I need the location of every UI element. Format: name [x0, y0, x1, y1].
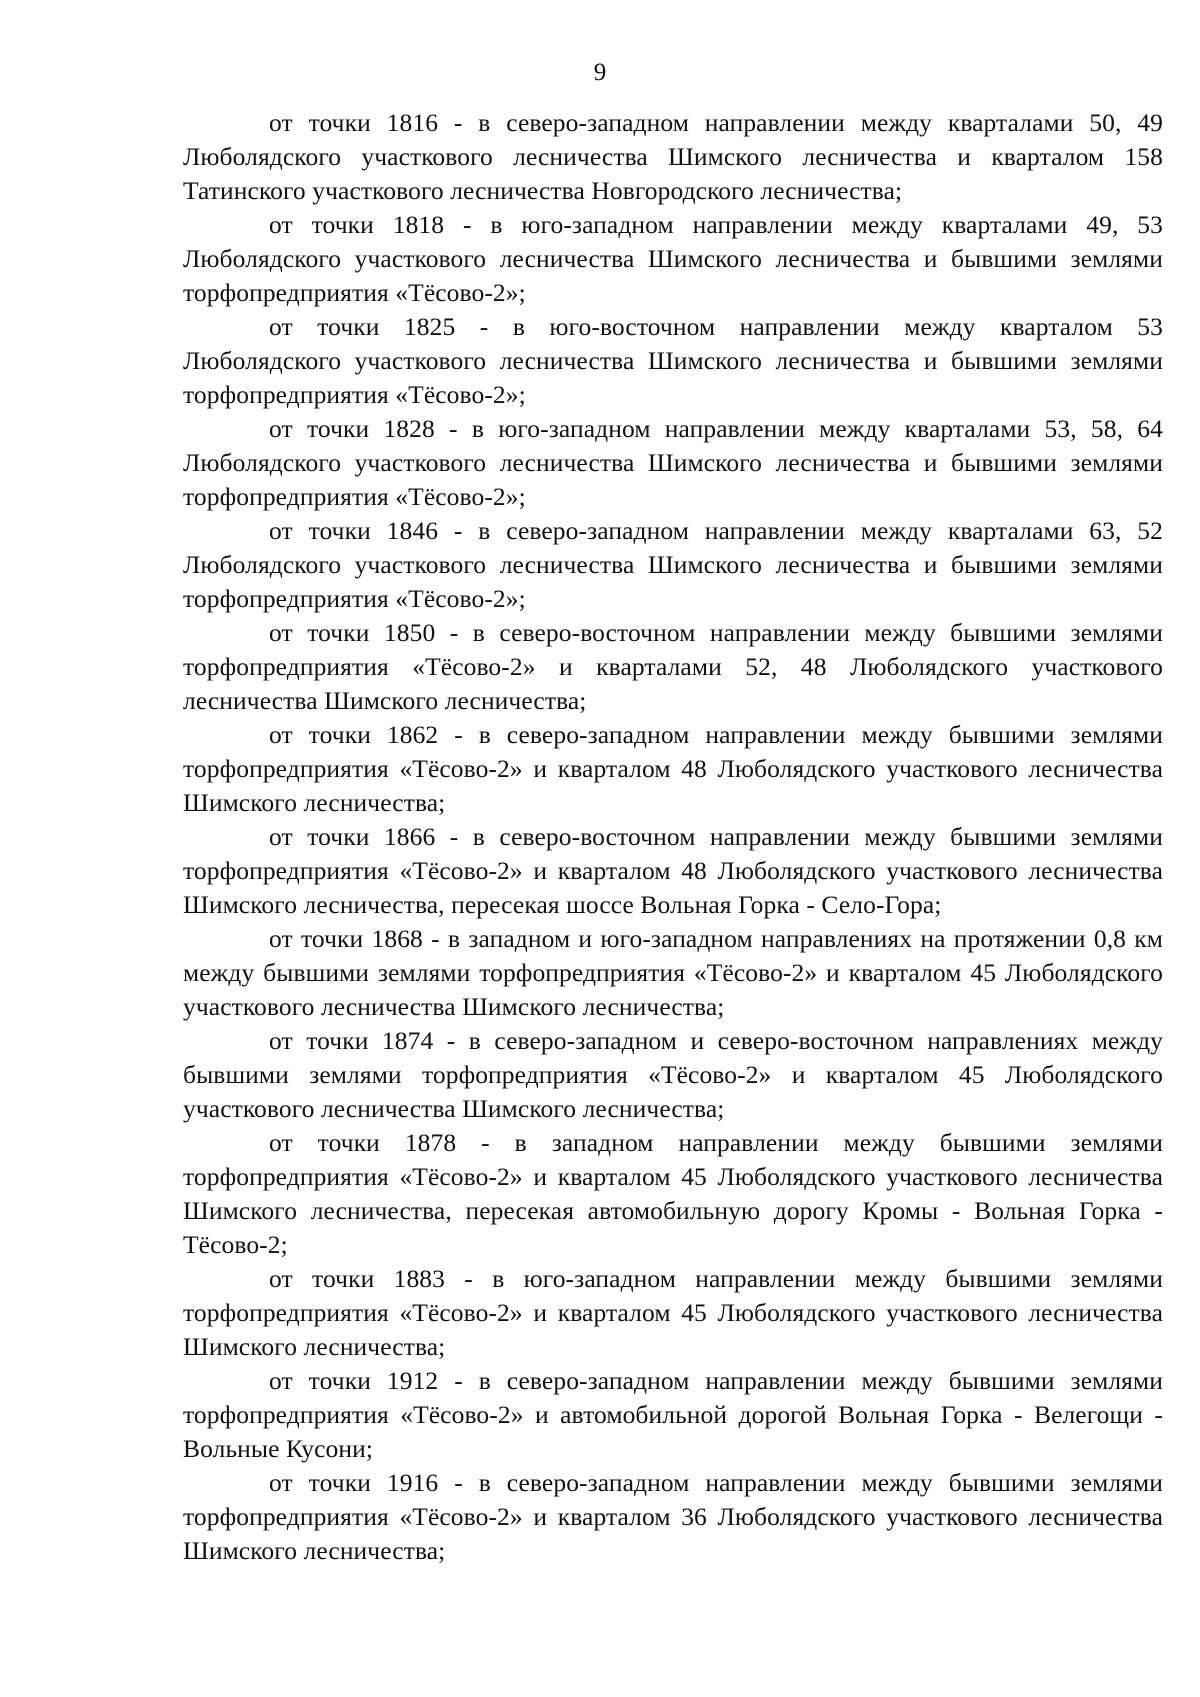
paragraph-point-1868: от точки 1868 - в западном и юго-западном направлениях на протяжении 0,8 км между бывшими землями торфопредприятия «Тёсово-2» и кварталом 45 Люболядского участкового лесничества Шимского лесничества;: [183, 924, 1163, 1021]
paragraph-point-1828: от точки 1828 - в юго-западном направлении между кварталами 53, 58, 64 Люболядского участкового лесничества Шимского лесничества и бывшими землями торфопредприятия «Тёсово-2»;: [183, 414, 1163, 511]
paragraph-point-1846: от точки 1846 - в северо-западном направлении между кварталами 63, 52 Люболядского участкового лесничества Шимского лесничества и бывшими землями торфопредприятия «Тёсово-2»;: [183, 516, 1163, 613]
paragraph-point-1883: от точки 1883 - в юго-западном направлении между бывшими землями торфопредприятия «Тёсово-2» и кварталом 45 Люболядского участкового лесничества Шимского лесничества;: [183, 1264, 1163, 1361]
paragraph-point-1866: от точки 1866 - в северо-восточном направлении между бывшими землями торфопредприятия «Тёсово-2» и кварталом 48 Люболядского участкового лесничества Шимского лесничества, пересекая шоссе Вольная Горка - Село-Гора;: [183, 822, 1163, 919]
paragraph-point-1912: от точки 1912 - в северо-западном направлении между бывшими землями торфопредприятия «Тёсово-2» и автомобильной дорогой Вольная Горка - Велегощи - Вольные Кусони;: [183, 1366, 1163, 1463]
paragraph-point-1862: от точки 1862 - в северо-западном направлении между бывшими землями торфопредприятия «Тёсово-2» и кварталом 48 Люболядского участкового лесничества Шимского лесничества;: [183, 720, 1163, 817]
document-body: [183, 106, 1163, 1568]
paragraph-point-1816: от точки 1816 - в северо-западном направлении между кварталами 50, 49 Люболядского участкового лесничества Шимского лесничества и кварталом 158 Татинского участкового лесничества Новгородского лесничества;: [183, 108, 1163, 205]
page-number: 9: [593, 59, 607, 86]
paragraph-point-1878: от точки 1878 - в западном направлении между бывшими землями торфопредприятия «Тёсово-2» и кварталом 45 Люболядского участкового лесничества Шимского лесничества, пересекая автомобильную дорогу Кромы - Вольная Горка - Тёсово-2;: [183, 1128, 1163, 1259]
paragraph-point-1825: от точки 1825 - в юго-восточном направлении между кварталом 53 Люболядского участкового лесничества Шимского лесничества и бывшими землями торфопредприятия «Тёсово-2»;: [183, 312, 1163, 409]
paragraph-point-1916: от точки 1916 - в северо-западном направлении между бывшими землями торфопредприятия «Тёсово-2» и кварталом 36 Люболядского участкового лесничества Шимского лесничества;: [183, 1468, 1163, 1565]
paragraph-point-1818: от точки 1818 - в юго-западном направлении между кварталами 49, 53 Люболядского участкового лесничества Шимского лесничества и бывшими землями торфопредприятия «Тёсово-2»;: [183, 210, 1163, 307]
paragraph-point-1850: от точки 1850 - в северо-восточном направлении между бывшими землями торфопредприятия «Тёсово-2» и кварталами 52, 48 Люболядского участкового лесничества Шимского лесничества;: [183, 618, 1163, 715]
paragraph-point-1874: от точки 1874 - в северо-западном и северо-восточном направлениях между бывшими землями торфопредприятия «Тёсово-2» и кварталом 45 Люболядского участкового лесничества Шимского лесничества;: [183, 1026, 1163, 1123]
